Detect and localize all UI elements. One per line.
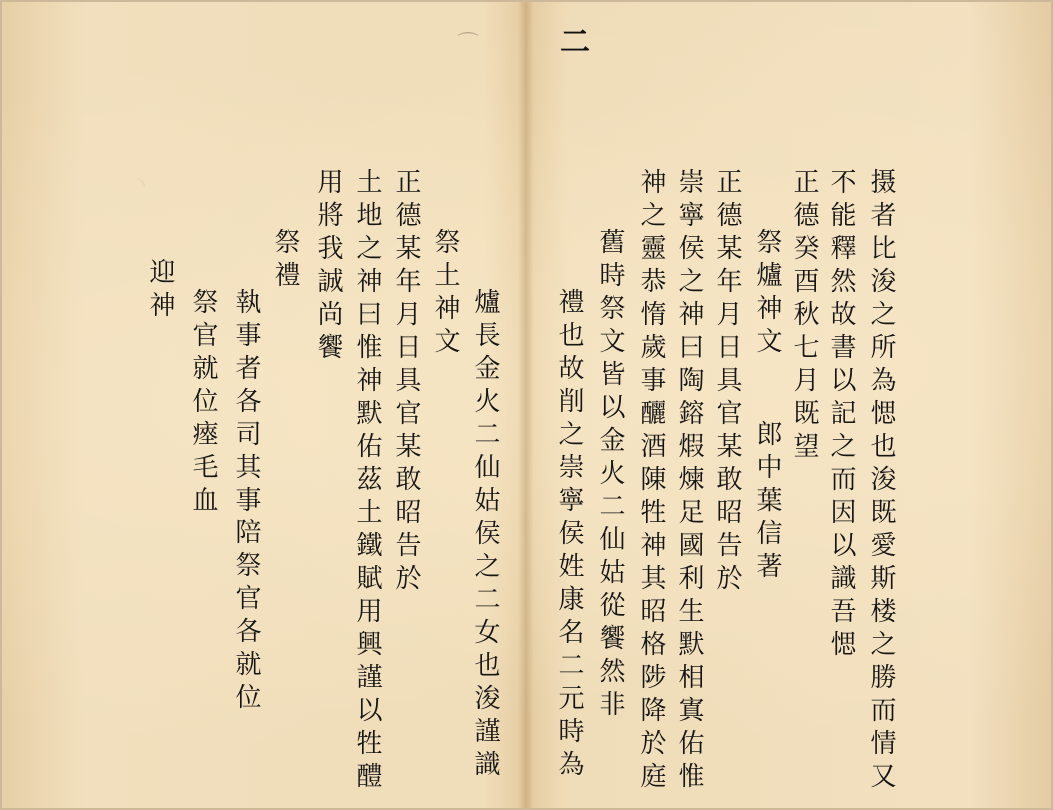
text-column-12: 正德某年月日具官某敢昭告於 xyxy=(391,168,421,597)
note-column-1: 舊時祭文皆以金火二仙姑從饗然非 xyxy=(595,228,625,723)
text-column-6: 崇寧侯之神曰陶鎔煆煉足國利生默相寘佑惟 xyxy=(674,168,704,795)
ritual-line-1b: 陪祭官各就位 xyxy=(231,518,261,716)
text-column-13: 土地之神曰惟神默佑茲土鐵賦用興謹以牲醴 xyxy=(352,168,382,795)
ritual-line-2a: 祭官就位 xyxy=(188,288,218,420)
bleed-through: 丶 xyxy=(123,170,153,203)
section-heading-furnace-god: 祭爐神文 xyxy=(752,228,782,360)
folio-mark-faint: ⌒ xyxy=(457,32,480,57)
text-column-2: 不能釋然故書以記之而因以識吾愢 xyxy=(826,168,856,663)
author-line: 郎中葉信著 xyxy=(752,420,782,585)
section-heading-ritual: 祭禮 xyxy=(270,228,300,294)
page-gutter xyxy=(518,0,534,810)
ritual-line-3: 迎神 xyxy=(145,258,175,324)
section-heading-earth-god: 祭土神文 xyxy=(430,228,460,360)
text-column-3: 正德癸酉秋七月既望 xyxy=(789,168,819,465)
ritual-line-1a: 執事者各司其事 xyxy=(231,288,261,519)
text-column-1: 摄者比浚之所為愢也浚既愛斯楼之勝而情又 xyxy=(866,168,896,795)
note-column-2: 禮也故削之崇寧侯姓康名二元時為 xyxy=(554,288,584,783)
text-column-7: 神之靈恭惰歲事釃酒陳牲神其昭格陟降於庭 xyxy=(636,168,666,795)
page-folio: 二 xyxy=(560,25,590,60)
note-column-3: 爐長金火二仙姑侯之二女也浚謹識 xyxy=(470,288,500,783)
text-column-5: 正德某年月日具官某敢昭告於 xyxy=(712,168,742,597)
text-column-14: 用將我誠尚饗 xyxy=(313,168,343,366)
ritual-line-2b: 瘞毛血 xyxy=(188,420,218,519)
